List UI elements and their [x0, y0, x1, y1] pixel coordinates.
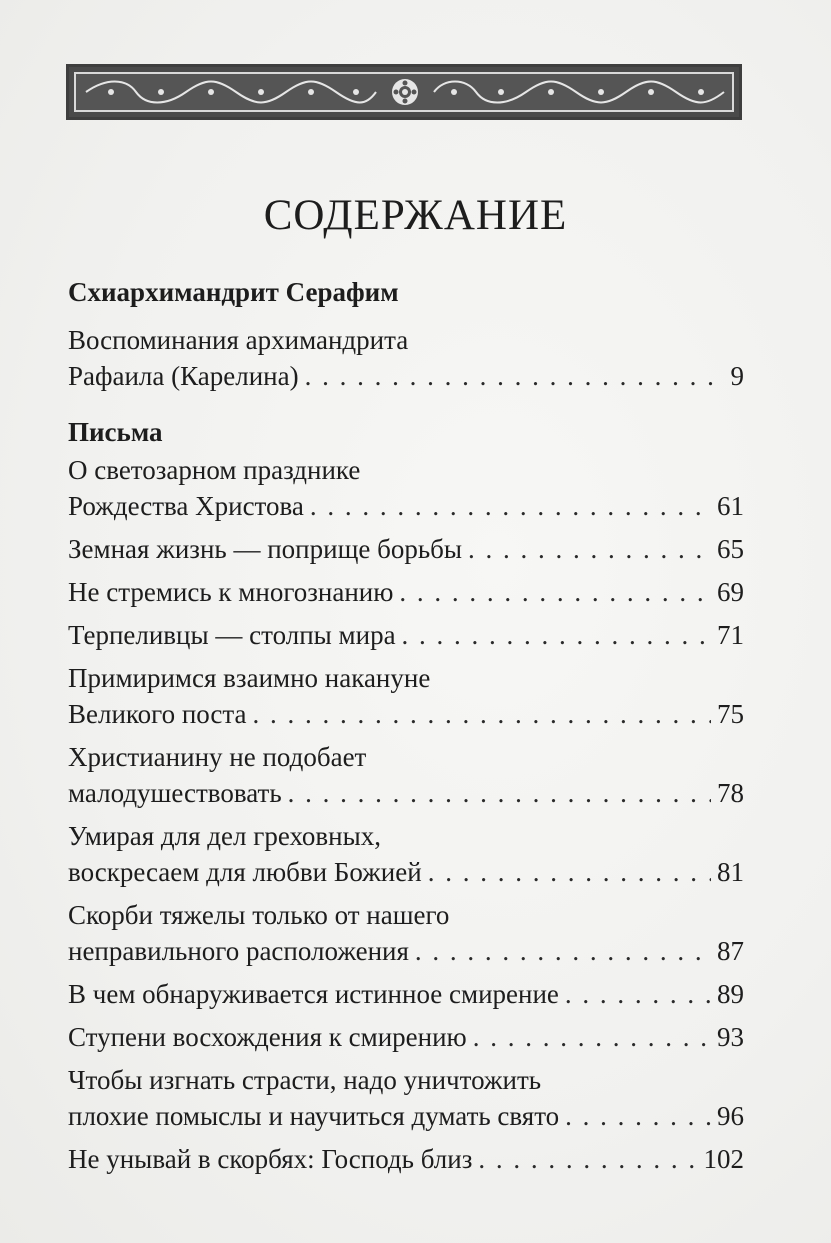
page-number: 87	[717, 936, 744, 966]
entry-title-line: Воспоминания архимандрита	[68, 325, 409, 355]
entry-title-line: Чтобы изгнать страсти, надо уничтожить	[68, 1065, 542, 1095]
letters-list	[68, 452, 744, 1177]
dot-leader	[288, 775, 711, 811]
page-number: 75	[717, 699, 744, 729]
entry-title-line: Примиримся взаимно накануне	[68, 663, 431, 693]
toc-entry[interactable]	[68, 531, 744, 567]
toc-entry[interactable]	[68, 897, 744, 969]
letters-heading: Письма	[68, 417, 163, 447]
toc-entry[interactable]	[68, 818, 744, 890]
entry-title-line: Умирая для дел греховных,	[68, 821, 382, 851]
entry-title-line: Ступени восхождения к смирению	[68, 1022, 467, 1052]
page-number: 93	[717, 1022, 744, 1052]
page-number: 96	[717, 1101, 744, 1131]
entry-title-line: Христианину не подобает	[68, 742, 367, 772]
dot-leader	[473, 1019, 711, 1055]
dot-leader	[253, 696, 711, 732]
dot-leader	[310, 488, 711, 524]
toc-entry-memoir[interactable]	[68, 322, 744, 394]
entry-title-line: Терпеливцы — столпы мира	[68, 620, 396, 650]
page-number: 81	[717, 857, 744, 887]
dot-leader	[415, 933, 711, 969]
page-number: 89	[717, 979, 744, 1009]
page-number: 61	[717, 491, 744, 521]
toc-entry[interactable]	[68, 1019, 744, 1055]
dot-leader	[565, 1098, 711, 1134]
entry-title-line: Не унывай в скорбях: Господь близ	[68, 1144, 473, 1174]
author-heading: Схиархимандрит Серафим	[68, 277, 399, 307]
page-number: 102	[703, 1144, 744, 1174]
entry-title-line: Не стремись к многознанию	[68, 577, 394, 607]
dot-leader	[428, 854, 711, 890]
table-of-contents	[68, 272, 744, 1184]
entry-title-line: Скорби тяжелы только от нашего	[68, 900, 450, 930]
floral-ornament-icon	[76, 74, 734, 110]
page-number: 78	[717, 778, 744, 808]
page-title: СОДЕРЖАНИЕ	[263, 192, 568, 239]
toc-entry[interactable]	[68, 574, 744, 610]
entry-title-line: Земная жизнь — поприще борьбы	[68, 534, 463, 564]
entry-title-line: Рафаила (Карелина)	[68, 361, 299, 391]
entry-title-line: малодушествовать	[68, 778, 282, 808]
page-number: 9	[730, 361, 744, 391]
entry-title-line: воскресаем для любви Божией	[68, 857, 422, 887]
entry-title-line: Великого поста	[68, 699, 247, 729]
page-number: 69	[717, 577, 744, 607]
dot-leader	[565, 976, 711, 1012]
ornament-pattern	[74, 72, 734, 112]
ornamental-header-band	[66, 64, 742, 120]
entry-title-line: плохие помыслы и научиться думать свято	[68, 1101, 560, 1131]
page-number: 71	[717, 620, 744, 650]
toc-entry[interactable]	[68, 1062, 744, 1134]
entry-title-line: Рождества Христова	[68, 491, 304, 521]
dot-leader	[468, 531, 711, 567]
toc-entry[interactable]	[68, 976, 744, 1012]
entry-title-line: О светозарном празднике	[68, 455, 361, 485]
page-number: 65	[717, 534, 744, 564]
dot-leader	[478, 1141, 697, 1177]
toc-entry[interactable]	[68, 617, 744, 653]
dot-leader	[305, 358, 725, 394]
toc-entry[interactable]	[68, 739, 744, 811]
dot-leader	[402, 617, 711, 653]
dot-leader	[399, 574, 711, 610]
toc-entry[interactable]	[68, 660, 744, 732]
entry-title-line: неправильного расположения	[68, 936, 409, 966]
toc-entry[interactable]	[68, 1141, 744, 1177]
entry-title-line: В чем обнаруживается истинное смирение	[68, 979, 559, 1009]
toc-entry[interactable]	[68, 452, 744, 524]
